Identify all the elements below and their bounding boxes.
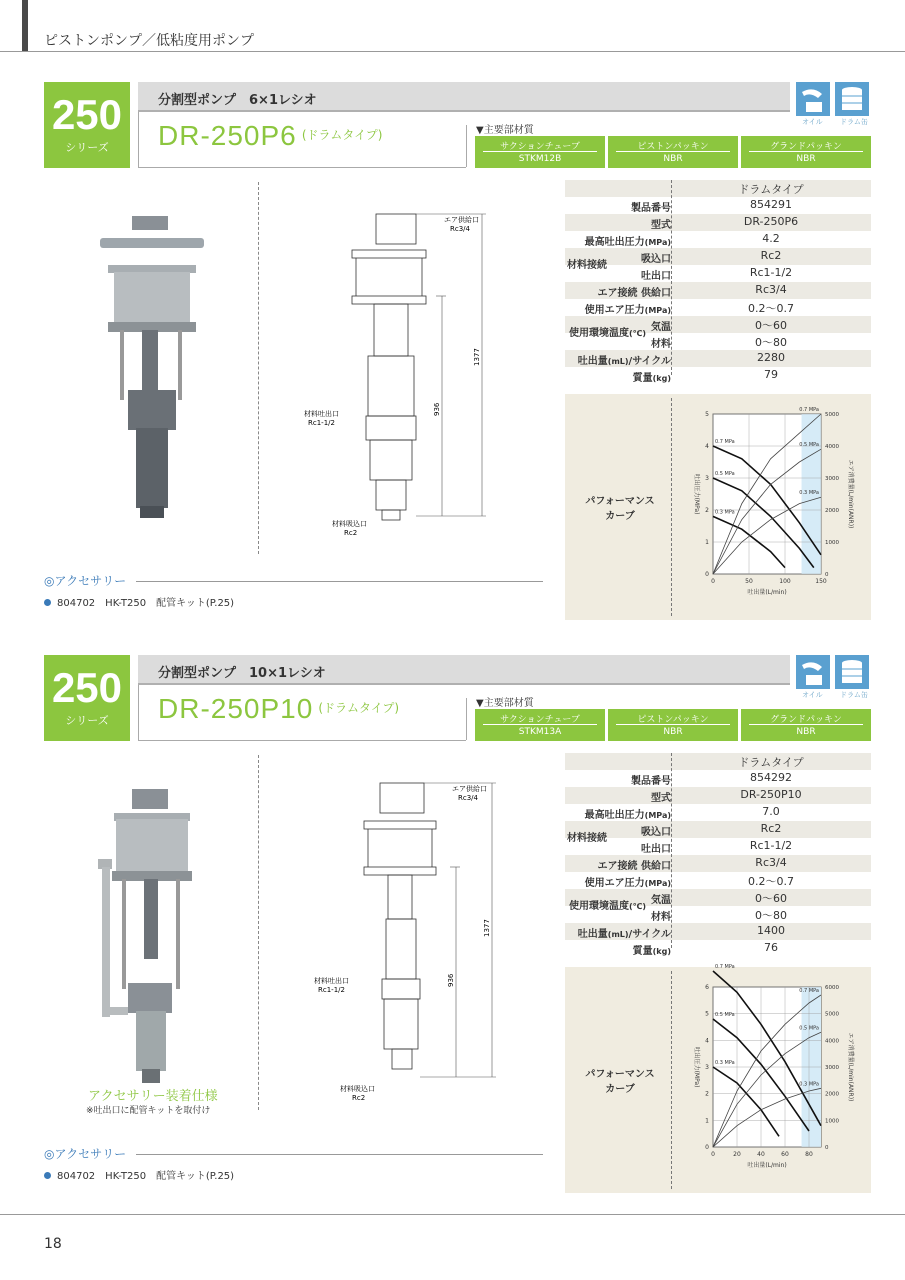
y-tick-label: 3 bbox=[705, 475, 709, 482]
spec-key: 製品番号 bbox=[631, 203, 671, 214]
model-frame-right bbox=[466, 698, 467, 740]
outlet-size: Rc1-1/2 bbox=[308, 419, 335, 427]
accessory-title: ◎アクセサリー bbox=[44, 574, 127, 588]
material-suction-tube bbox=[475, 709, 605, 741]
dim-total-height: 1377 bbox=[473, 348, 481, 366]
pump-type-label: 分割型ポンプ 10×1レシオ bbox=[158, 666, 326, 681]
model-subtitle: (ドラムタイプ) bbox=[318, 701, 400, 715]
spec-value: Rc1-1/2 bbox=[749, 839, 793, 852]
air-inlet-label: エア供給口 bbox=[452, 785, 487, 793]
spec-unit: (MPa) bbox=[644, 879, 671, 888]
spec-table bbox=[565, 753, 871, 957]
oil-icon-label: オイル bbox=[802, 691, 823, 699]
dim-total-height: 1377 bbox=[483, 919, 491, 937]
performance-label-line2: カーブ bbox=[605, 1084, 635, 1095]
product-photo bbox=[92, 783, 212, 1093]
technical-drawing bbox=[300, 777, 520, 1117]
y-tick-label: 4 bbox=[705, 443, 709, 450]
accessory-item bbox=[44, 1167, 234, 1182]
spec-row bbox=[565, 265, 871, 282]
y-tick-label: 2 bbox=[705, 507, 709, 514]
photo-divider bbox=[258, 755, 259, 1110]
bullet-icon bbox=[44, 599, 51, 606]
drum-icon bbox=[835, 82, 869, 116]
spec-key-suffix: /サイクル bbox=[628, 929, 671, 940]
series-label: 0.5 MPa bbox=[799, 1025, 819, 1032]
drum-icon-label: ドラム缶 bbox=[840, 118, 868, 126]
series-label: 0.5 MPa bbox=[799, 442, 819, 449]
page-number: 18 bbox=[44, 1236, 62, 1252]
spec-header-row bbox=[565, 180, 871, 197]
series-number: 250 bbox=[51, 664, 123, 711]
inlet-label: 材料吸込口 bbox=[340, 1085, 375, 1093]
material-value: NBR bbox=[796, 727, 816, 737]
series-label: 0.7 MPa bbox=[799, 407, 819, 413]
spec-key-text: 最高吐出圧力 bbox=[584, 810, 645, 821]
spec-group-conn: 材料接続 bbox=[567, 833, 607, 844]
spec-value: 0〜80 bbox=[755, 909, 787, 922]
performance-label-line1: パフォーマンス bbox=[585, 496, 655, 507]
header-accent-bar bbox=[22, 0, 28, 52]
spec-key: 型式 bbox=[651, 220, 671, 231]
technical-drawing bbox=[296, 206, 516, 566]
photo-divider bbox=[258, 182, 259, 554]
air-inlet-size: Rc3/4 bbox=[458, 794, 478, 802]
product-section-2 bbox=[0, 653, 905, 1198]
perf-divider bbox=[671, 398, 672, 616]
accessory-spec-note: ※吐出口に配管キットを取付け bbox=[86, 1106, 211, 1116]
series-label: 0.7 MPa bbox=[715, 964, 735, 970]
spec-key-text: 吐出量 bbox=[577, 356, 608, 367]
spec-group-temp-text: 使用環境温度 bbox=[569, 901, 629, 912]
material-value: NBR bbox=[663, 727, 683, 737]
spec-value: Rc2 bbox=[760, 822, 782, 835]
spec-divider bbox=[671, 753, 672, 948]
spec-row bbox=[565, 838, 871, 855]
spec-value: 0〜60 bbox=[755, 892, 787, 905]
air-inlet-label: エア供給口 bbox=[444, 216, 479, 224]
spec-unit: (kg) bbox=[652, 374, 671, 383]
y-tick-label: 2 bbox=[705, 1090, 709, 1098]
y-tick-label: 4 bbox=[705, 1037, 709, 1045]
y-tick-label: 5 bbox=[705, 411, 709, 418]
y2-tick-label: 1000 bbox=[825, 1118, 839, 1125]
performance-panel bbox=[565, 964, 871, 1193]
drum-icon bbox=[835, 655, 869, 689]
model-frame-bottom bbox=[138, 740, 466, 741]
spec-row bbox=[565, 770, 871, 787]
x-tick-label: 150 bbox=[815, 578, 827, 585]
spec-key-suffix: /サイクル bbox=[628, 356, 671, 367]
accessory-item bbox=[44, 594, 234, 609]
dim-lower-height: 936 bbox=[447, 973, 455, 987]
material-piston-packing bbox=[608, 709, 738, 741]
performance-label-line2: カーブ bbox=[605, 511, 635, 522]
spec-header: ドラムタイプ bbox=[738, 183, 804, 196]
performance-label bbox=[575, 492, 665, 522]
spec-row bbox=[565, 923, 871, 940]
oil-icon bbox=[796, 82, 830, 116]
spec-key bbox=[565, 874, 671, 889]
series-label: シリーズ bbox=[65, 714, 109, 727]
outlet-label: 材料吐出口 bbox=[314, 977, 349, 985]
spec-row bbox=[565, 804, 871, 821]
spec-key: エア接続 供給口 bbox=[597, 861, 671, 872]
spec-value: Rc2 bbox=[760, 249, 782, 262]
spec-group-temp-unit: (℃) bbox=[629, 902, 646, 911]
spec-row bbox=[565, 787, 871, 804]
spec-row bbox=[565, 248, 871, 265]
y-tick-label: 3 bbox=[705, 1064, 709, 1071]
bullet-icon bbox=[44, 1172, 51, 1179]
pump-type-bar bbox=[138, 82, 790, 112]
spec-key: 気温 bbox=[651, 895, 671, 906]
material-value: STKM12B bbox=[518, 154, 562, 164]
y-tick-label: 1 bbox=[705, 539, 709, 546]
material-piston-packing bbox=[608, 136, 738, 168]
spec-row bbox=[565, 214, 871, 231]
accessory-rule bbox=[136, 581, 543, 582]
spec-unit: (mL) bbox=[607, 930, 629, 939]
performance-chart bbox=[677, 402, 867, 612]
material-gland-packing bbox=[741, 136, 871, 168]
material-value: NBR bbox=[663, 154, 683, 164]
x-tick-label: 40 bbox=[757, 1151, 765, 1158]
perf-divider bbox=[671, 971, 672, 1189]
model-name: DR-250P6 bbox=[158, 120, 297, 151]
y2-tick-label: 3000 bbox=[825, 476, 839, 482]
page-header-title: ピストンポンプ／低粘度用ポンプ bbox=[44, 33, 254, 49]
series-label: 0.5 MPa bbox=[715, 471, 735, 477]
x-tick-label: 80 bbox=[805, 1151, 813, 1158]
outlet-size: Rc1-1/2 bbox=[318, 986, 345, 994]
spec-key bbox=[565, 942, 671, 957]
x-tick-label: 0 bbox=[711, 1151, 715, 1158]
y-tick-label: 0 bbox=[705, 571, 709, 578]
spec-group-temp bbox=[569, 897, 646, 912]
spec-row bbox=[565, 282, 871, 299]
spec-key: 吸込口 bbox=[641, 827, 671, 838]
spec-key-text: 使用エア圧力 bbox=[584, 878, 645, 889]
series-label: 0.7 MPa bbox=[799, 988, 819, 994]
x-tick-label: 50 bbox=[745, 578, 753, 585]
y2-tick-label: 5000 bbox=[825, 412, 839, 418]
spec-value: 0.2〜0.7 bbox=[748, 302, 794, 315]
series-label: 0.3 MPa bbox=[799, 490, 819, 497]
spec-divider bbox=[671, 180, 672, 375]
spec-unit: (MPa) bbox=[644, 811, 671, 820]
series-label: シリーズ bbox=[65, 141, 109, 154]
y2-axis-label: エア消費量(L/min(ANR)) bbox=[847, 459, 854, 529]
footer-divider bbox=[0, 1214, 905, 1215]
spec-header: ドラムタイプ bbox=[738, 756, 804, 769]
series-badge bbox=[44, 655, 130, 741]
performance-label bbox=[575, 1065, 665, 1095]
y-tick-label: 0 bbox=[705, 1144, 709, 1151]
spec-row bbox=[565, 940, 871, 957]
y2-tick-label: 2000 bbox=[825, 508, 839, 514]
model-subtitle: (ドラムタイプ) bbox=[301, 128, 383, 142]
spec-key: 吸込口 bbox=[641, 254, 671, 265]
series-label: 0.3 MPa bbox=[715, 509, 735, 516]
spec-row bbox=[565, 299, 871, 316]
materials-title: ▼主要部材質 bbox=[476, 698, 534, 709]
x-tick-label: 0 bbox=[711, 578, 715, 585]
spec-value: 2280 bbox=[757, 351, 785, 364]
model-heading bbox=[158, 120, 382, 152]
spec-table bbox=[565, 180, 871, 384]
material-value: STKM13A bbox=[518, 727, 562, 737]
spec-unit: (kg) bbox=[652, 947, 671, 956]
spec-key bbox=[565, 806, 671, 821]
inlet-size: Rc2 bbox=[344, 529, 358, 537]
series-label: 0.3 MPa bbox=[715, 1060, 735, 1066]
y2-tick-label: 0 bbox=[825, 1145, 829, 1151]
spec-row bbox=[565, 821, 871, 838]
spec-key: 吐出口 bbox=[641, 271, 671, 282]
spec-header-row bbox=[565, 753, 871, 770]
accessory-title: ◎アクセサリー bbox=[44, 1147, 127, 1161]
spec-value: 79 bbox=[764, 368, 778, 381]
spec-value: 854292 bbox=[750, 771, 792, 784]
spec-value: 7.0 bbox=[762, 805, 780, 818]
y2-axis-label: エア消費量(L/min(ANR)) bbox=[847, 1032, 854, 1102]
header-divider bbox=[0, 51, 905, 52]
spec-value: 4.2 bbox=[762, 232, 780, 245]
material-gland-packing bbox=[741, 709, 871, 741]
x-axis-label: 吐出量(L/min) bbox=[747, 1162, 787, 1169]
x-tick-label: 20 bbox=[733, 1151, 741, 1158]
model-frame-left bbox=[138, 685, 139, 740]
spec-key-text: 最高吐出圧力 bbox=[584, 237, 645, 248]
dim-lower-height: 936 bbox=[433, 402, 441, 416]
inlet-size: Rc2 bbox=[352, 1094, 366, 1102]
spec-row bbox=[565, 231, 871, 248]
spec-value: 0〜80 bbox=[755, 336, 787, 349]
spec-value: 1400 bbox=[757, 924, 785, 937]
x-axis-label: 吐出量(L/min) bbox=[747, 589, 787, 596]
spec-value: 0〜60 bbox=[755, 319, 787, 332]
accessory-item-text: 804702 HK-T250 配管キット(P.25) bbox=[57, 598, 235, 609]
spec-value: 76 bbox=[764, 941, 778, 954]
y2-tick-label: 4000 bbox=[825, 1038, 839, 1045]
spec-row bbox=[565, 197, 871, 214]
accessory-spec-title: アクセサリー装着仕様 bbox=[88, 1089, 218, 1104]
spec-row bbox=[565, 872, 871, 889]
y2-tick-label: 4000 bbox=[825, 444, 839, 450]
spec-value: DR-250P6 bbox=[743, 215, 799, 228]
material-part: サクションチューブ bbox=[483, 136, 597, 152]
spec-key-text: 質量 bbox=[632, 373, 653, 384]
performance-panel bbox=[565, 394, 871, 620]
spec-group-temp-unit: (℃) bbox=[629, 329, 646, 338]
product-section-1 bbox=[0, 80, 905, 625]
outlet-label: 材料吐出口 bbox=[304, 410, 339, 418]
y-tick-label: 6 bbox=[705, 984, 709, 991]
performance-label-line1: パフォーマンス bbox=[585, 1069, 655, 1080]
material-part: ピストンパッキン bbox=[616, 136, 730, 152]
y2-tick-label: 2000 bbox=[825, 1091, 839, 1098]
inlet-label: 材料吸込口 bbox=[332, 520, 367, 528]
model-frame-bottom bbox=[138, 167, 466, 168]
spec-unit: (MPa) bbox=[644, 306, 671, 315]
y2-tick-label: 1000 bbox=[825, 540, 839, 546]
spec-key-text: 使用エア圧力 bbox=[584, 305, 645, 316]
accessory-item-text: 804702 HK-T250 配管キット(P.25) bbox=[57, 1171, 235, 1182]
accessory-rule bbox=[136, 1154, 543, 1155]
y2-tick-label: 0 bbox=[825, 572, 829, 578]
spec-group-temp bbox=[569, 324, 646, 339]
materials-title: ▼主要部材質 bbox=[476, 125, 534, 136]
spec-value: Rc3/4 bbox=[755, 856, 787, 869]
x-tick-label: 60 bbox=[781, 1151, 789, 1158]
spec-key-text: 吐出量 bbox=[577, 929, 608, 940]
material-part: サクションチューブ bbox=[483, 709, 597, 725]
spec-group-temp-text: 使用環境温度 bbox=[569, 328, 629, 339]
series-label: 0.3 MPa bbox=[799, 1081, 819, 1088]
spec-unit: (mL) bbox=[607, 357, 629, 366]
product-photo bbox=[92, 210, 212, 550]
spec-key bbox=[565, 352, 671, 367]
performance-chart bbox=[677, 964, 867, 1185]
spec-key: 気温 bbox=[651, 322, 671, 333]
spec-key: 製品番号 bbox=[631, 776, 671, 787]
spec-key: エア接続 供給口 bbox=[597, 288, 671, 299]
model-heading bbox=[158, 693, 399, 725]
material-value: NBR bbox=[796, 154, 816, 164]
x-tick-label: 100 bbox=[779, 578, 791, 585]
material-part: ピストンパッキン bbox=[616, 709, 730, 725]
y2-tick-label: 3000 bbox=[825, 1065, 839, 1071]
drum-icon-label: ドラム缶 bbox=[840, 691, 868, 699]
spec-key: 材料 bbox=[651, 339, 671, 350]
y-axis-label: 吐出圧力(MPa) bbox=[693, 473, 700, 515]
model-name: DR-250P10 bbox=[158, 693, 314, 724]
spec-value: 854291 bbox=[750, 198, 792, 211]
material-suction-tube bbox=[475, 136, 605, 168]
y-axis-label: 吐出圧力(MPa) bbox=[693, 1046, 700, 1088]
spec-key bbox=[565, 233, 671, 248]
spec-row bbox=[565, 855, 871, 872]
material-part: グランドパッキン bbox=[749, 136, 863, 152]
spec-unit: (MPa) bbox=[644, 238, 671, 247]
y2-tick-label: 5000 bbox=[825, 1011, 839, 1018]
series-badge bbox=[44, 82, 130, 168]
spec-row bbox=[565, 350, 871, 367]
spec-key: 材料 bbox=[651, 912, 671, 923]
series-number: 250 bbox=[51, 91, 123, 138]
model-frame-left bbox=[138, 112, 139, 167]
y-tick-label: 1 bbox=[705, 1117, 709, 1125]
spec-value: DR-250P10 bbox=[740, 788, 802, 801]
material-part: グランドパッキン bbox=[749, 709, 863, 725]
pump-type-label: 分割型ポンプ 6×1レシオ bbox=[158, 93, 317, 108]
model-frame-right bbox=[466, 125, 467, 167]
spec-key: 型式 bbox=[651, 793, 671, 804]
y-tick-label: 5 bbox=[705, 1010, 709, 1018]
oil-icon-label: オイル bbox=[802, 118, 823, 126]
spec-key bbox=[565, 369, 671, 384]
spec-key: 吐出口 bbox=[641, 844, 671, 855]
y2-tick-label: 6000 bbox=[825, 985, 839, 991]
spec-key bbox=[565, 925, 671, 940]
spec-value: Rc1-1/2 bbox=[749, 266, 793, 279]
oil-icon bbox=[796, 655, 830, 689]
spec-group-conn: 材料接続 bbox=[567, 260, 607, 271]
spec-value: Rc3/4 bbox=[755, 283, 787, 296]
pump-type-bar bbox=[138, 655, 790, 685]
spec-key-text: 質量 bbox=[632, 946, 653, 957]
spec-value: 0.2〜0.7 bbox=[748, 875, 794, 888]
series-label: 0.7 MPa bbox=[715, 439, 735, 445]
spec-key bbox=[565, 301, 671, 316]
spec-row bbox=[565, 367, 871, 384]
series-label: 0.5 MPa bbox=[715, 1012, 735, 1018]
air-inlet-size: Rc3/4 bbox=[450, 225, 470, 233]
